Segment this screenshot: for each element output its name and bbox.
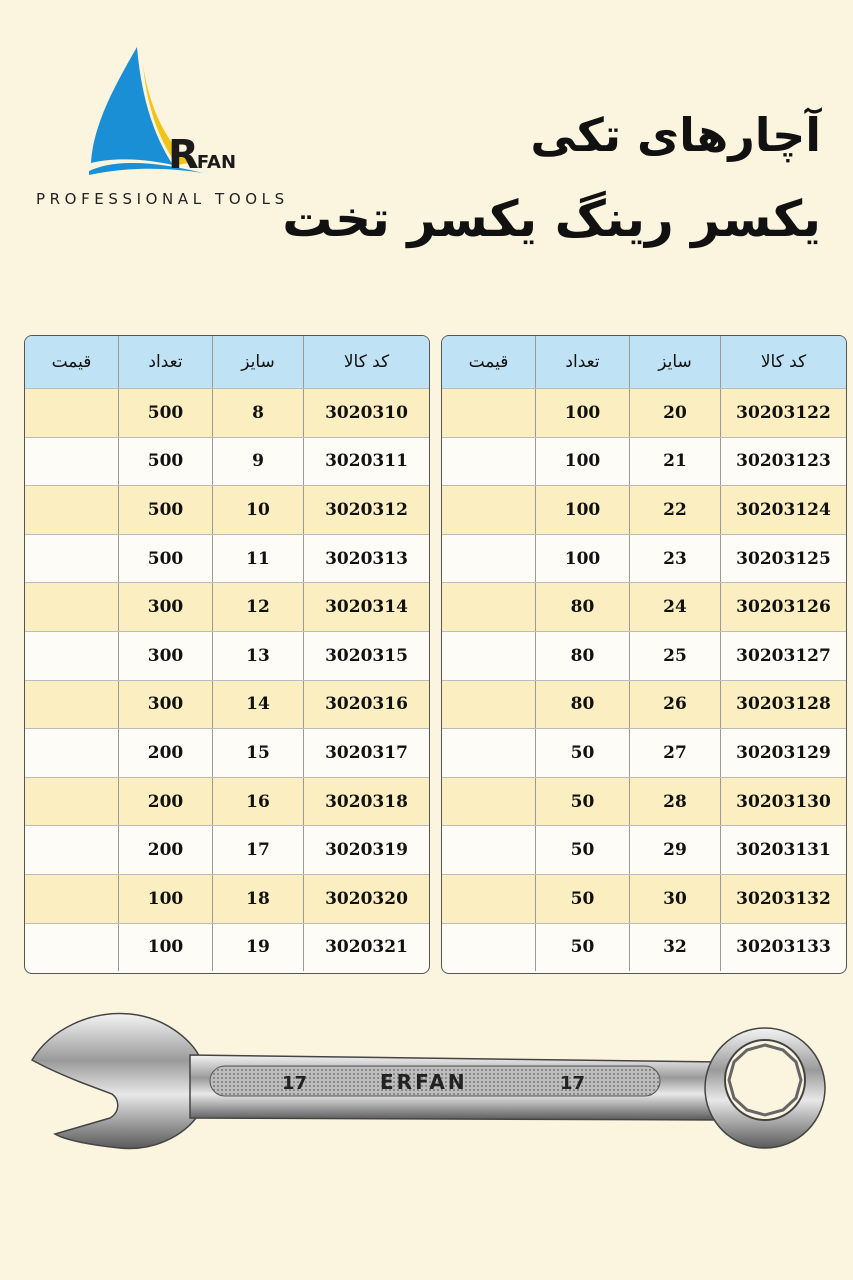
- cell-qty: 100: [535, 486, 629, 534]
- cell-qty: 100: [535, 438, 629, 486]
- cell-code: 30203123: [720, 438, 846, 486]
- header-price: قیمت: [468, 352, 509, 372]
- table-row: [442, 631, 846, 680]
- cell-qty: 500: [118, 389, 212, 437]
- table-row: [442, 582, 846, 631]
- header-size: سایز: [212, 336, 303, 388]
- cell-code: 30203122: [720, 389, 846, 437]
- cell-qty: 50: [535, 924, 629, 972]
- cell-code: 3020314: [303, 583, 429, 631]
- cell-size: 24: [629, 583, 720, 631]
- table-row: [25, 728, 429, 777]
- header-qty: تعداد: [118, 336, 212, 388]
- cell-code: 3020316: [303, 681, 429, 729]
- cell-price: [442, 875, 535, 923]
- cell-size: 19: [212, 924, 303, 972]
- cell-price: [25, 632, 118, 680]
- cell-price: [442, 729, 535, 777]
- cell-qty: 200: [118, 729, 212, 777]
- cell-code: 30203128: [720, 681, 846, 729]
- table-row: [442, 777, 846, 826]
- cell-code: 3020319: [303, 826, 429, 874]
- cell-price: [25, 778, 118, 826]
- cell-qty: 200: [118, 826, 212, 874]
- cell-price: [442, 681, 535, 729]
- table-row: [442, 485, 846, 534]
- table-row: [442, 874, 846, 923]
- cell-price: [442, 535, 535, 583]
- price-table-left: [24, 335, 430, 974]
- combination-wrench-image: [20, 1000, 830, 1160]
- cell-code: 3020315: [303, 632, 429, 680]
- cell-price: [25, 438, 118, 486]
- cell-size: 26: [629, 681, 720, 729]
- cell-size: 15: [212, 729, 303, 777]
- cell-price: [25, 729, 118, 777]
- table-row: [25, 437, 429, 486]
- cell-price: [442, 389, 535, 437]
- page-subtitle: یکسر رینگ یکسر تخت: [282, 190, 821, 248]
- table-row: [25, 485, 429, 534]
- cell-qty: 100: [535, 389, 629, 437]
- cell-code: 30203131: [720, 826, 846, 874]
- wrench-size-left: 17: [282, 1073, 308, 1094]
- table-row: [442, 534, 846, 583]
- cell-price: [25, 826, 118, 874]
- cell-code: 3020311: [303, 438, 429, 486]
- cell-size: 12: [212, 583, 303, 631]
- header-price: قیمت: [51, 352, 92, 372]
- cell-code: 3020320: [303, 875, 429, 923]
- cell-qty: 500: [118, 438, 212, 486]
- table-header-row: [442, 336, 846, 388]
- cell-code: 3020321: [303, 924, 429, 972]
- cell-size: 11: [212, 535, 303, 583]
- table-row: [442, 728, 846, 777]
- price-table-right: [441, 335, 847, 974]
- cell-size: 21: [629, 438, 720, 486]
- cell-size: 13: [212, 632, 303, 680]
- cell-size: 20: [629, 389, 720, 437]
- header-code: کد کالا: [303, 336, 429, 388]
- table-row: [25, 825, 429, 874]
- cell-qty: 50: [535, 826, 629, 874]
- table-row: [442, 388, 846, 437]
- cell-price: [442, 583, 535, 631]
- table-row: [442, 680, 846, 729]
- cell-size: 25: [629, 632, 720, 680]
- cell-code: 30203132: [720, 875, 846, 923]
- cell-price: [25, 681, 118, 729]
- cell-price: [442, 924, 535, 972]
- cell-size: 23: [629, 535, 720, 583]
- cell-price: [442, 826, 535, 874]
- table-row: [25, 631, 429, 680]
- cell-code: 30203126: [720, 583, 846, 631]
- logo-tagline: PROFESSIONAL TOOLS: [36, 190, 289, 208]
- wrench-size-right: 17: [560, 1073, 586, 1094]
- table-row: [442, 923, 846, 972]
- cell-code: 30203127: [720, 632, 846, 680]
- cell-qty: 500: [118, 535, 212, 583]
- cell-price: [442, 438, 535, 486]
- cell-qty: 50: [535, 729, 629, 777]
- cell-code: 3020318: [303, 778, 429, 826]
- cell-size: 17: [212, 826, 303, 874]
- cell-size: 9: [212, 438, 303, 486]
- cell-size: 10: [212, 486, 303, 534]
- cell-code: 30203130: [720, 778, 846, 826]
- cell-size: 22: [629, 486, 720, 534]
- cell-size: 27: [629, 729, 720, 777]
- header-size: سایز: [629, 336, 720, 388]
- header-qty: تعداد: [535, 336, 629, 388]
- cell-size: 14: [212, 681, 303, 729]
- page-title: آچارهای تکی: [530, 108, 821, 162]
- cell-code: 30203129: [720, 729, 846, 777]
- cell-qty: 50: [535, 875, 629, 923]
- cell-size: 32: [629, 924, 720, 972]
- cell-size: 16: [212, 778, 303, 826]
- table-row: [25, 777, 429, 826]
- cell-qty: 500: [118, 486, 212, 534]
- logo-brand-initial: R: [168, 132, 197, 178]
- table-row: [25, 582, 429, 631]
- cell-price: [25, 389, 118, 437]
- cell-price: [25, 875, 118, 923]
- cell-qty: 200: [118, 778, 212, 826]
- cell-qty: 300: [118, 681, 212, 729]
- cell-size: 30: [629, 875, 720, 923]
- cell-size: 18: [212, 875, 303, 923]
- cell-qty: 300: [118, 583, 212, 631]
- cell-code: 30203124: [720, 486, 846, 534]
- table-row: [25, 680, 429, 729]
- cell-qty: 300: [118, 632, 212, 680]
- table-row: [25, 874, 429, 923]
- cell-price: [25, 535, 118, 583]
- cell-size: 28: [629, 778, 720, 826]
- cell-price: [442, 632, 535, 680]
- cell-code: 30203133: [720, 924, 846, 972]
- cell-size: 29: [629, 826, 720, 874]
- cell-qty: 100: [535, 535, 629, 583]
- cell-qty: 100: [118, 924, 212, 972]
- cell-code: 3020317: [303, 729, 429, 777]
- logo-brand-rest: FAN: [196, 152, 237, 173]
- table-row: [25, 534, 429, 583]
- table-row: [25, 923, 429, 972]
- cell-price: [442, 486, 535, 534]
- logo-brand-text: [168, 132, 236, 178]
- cell-size: 8: [212, 389, 303, 437]
- cell-price: [25, 583, 118, 631]
- header-code: کد کالا: [720, 336, 846, 388]
- cell-price: [25, 924, 118, 972]
- table-header-row: [25, 336, 429, 388]
- table-row: [25, 388, 429, 437]
- cell-qty: 80: [535, 681, 629, 729]
- cell-qty: 80: [535, 583, 629, 631]
- cell-code: 3020312: [303, 486, 429, 534]
- cell-qty: 80: [535, 632, 629, 680]
- cell-qty: 50: [535, 778, 629, 826]
- table-row: [442, 825, 846, 874]
- table-row: [442, 437, 846, 486]
- wrench-brand: ERFAN: [380, 1070, 468, 1094]
- cell-code: 3020313: [303, 535, 429, 583]
- cell-price: [442, 778, 535, 826]
- cell-code: 30203125: [720, 535, 846, 583]
- cell-qty: 100: [118, 875, 212, 923]
- cell-code: 3020310: [303, 389, 429, 437]
- cell-price: [25, 486, 118, 534]
